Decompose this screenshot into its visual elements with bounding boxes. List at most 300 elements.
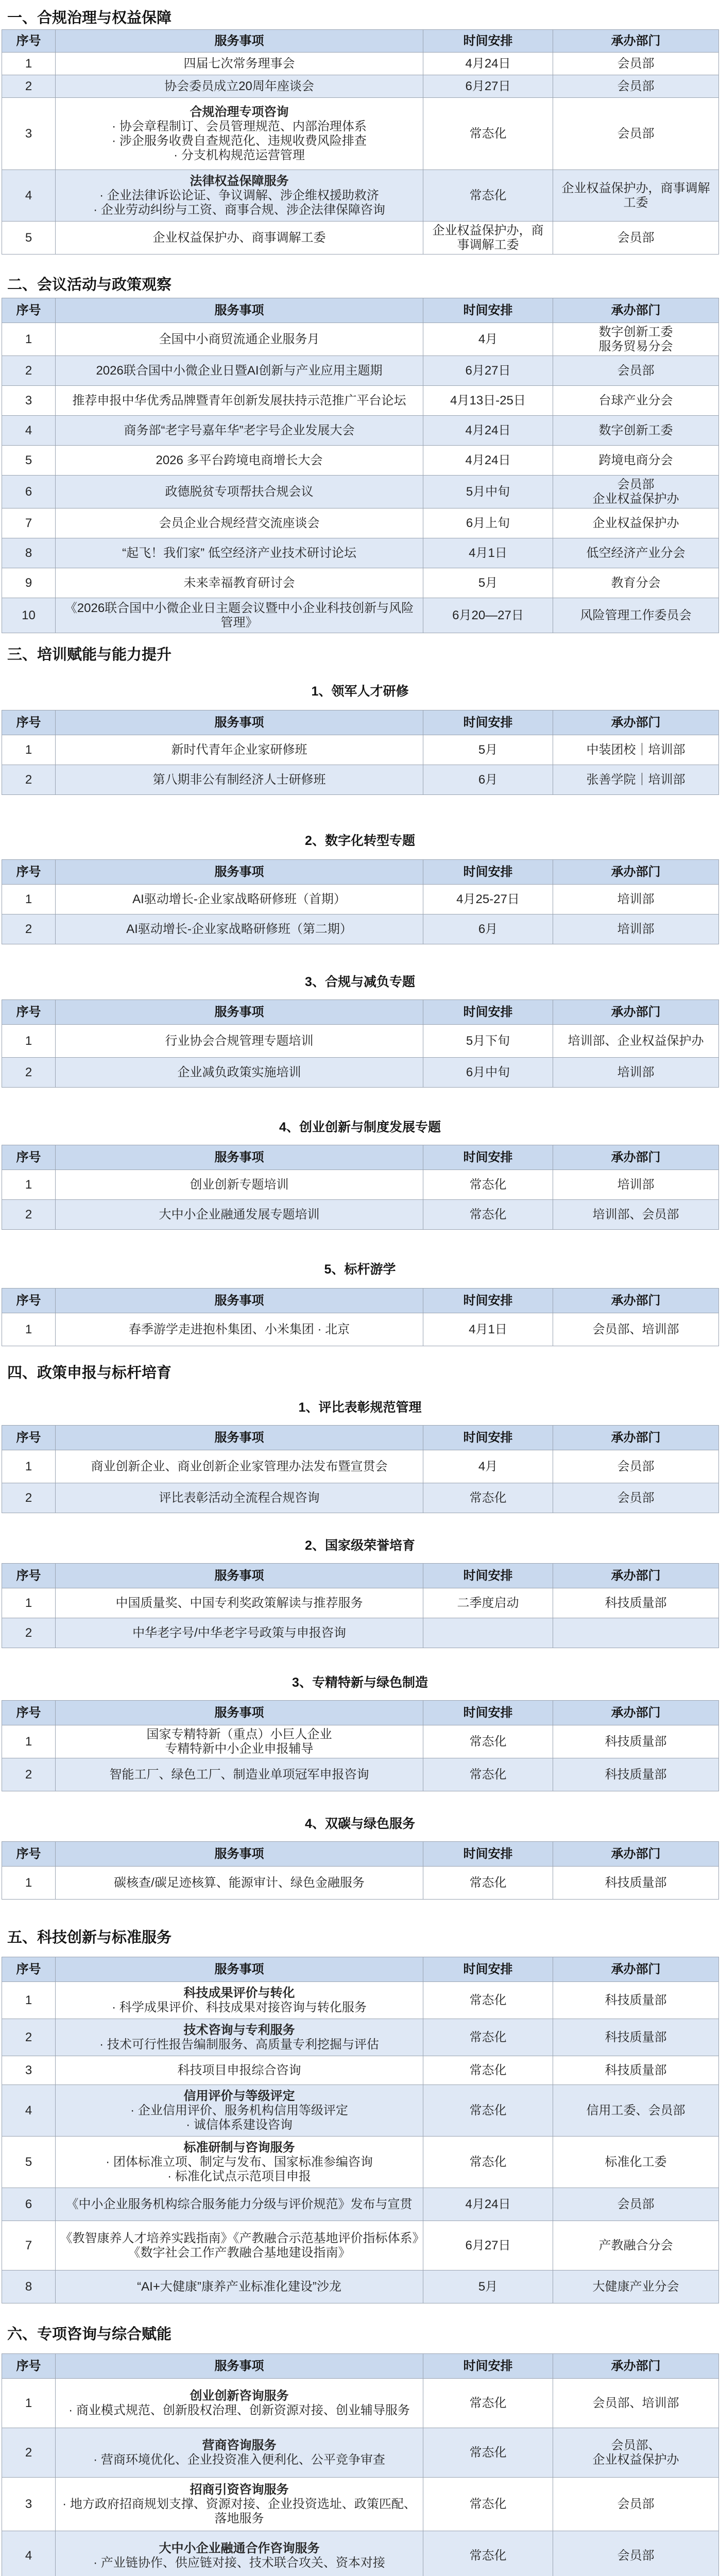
department-name: 中装团校｜培训部: [586, 742, 685, 757]
service-item-detail: · 技术可行性报告编制服务、高质量专利挖掘与评估: [99, 2037, 379, 2052]
department-name: 培训部: [617, 1065, 655, 1079]
service-item: [56, 1058, 423, 1088]
department-name: 会员部: [617, 2548, 655, 2563]
service-item-name: 评比表彰活动全流程合规咨询: [159, 1490, 320, 1505]
responsible-department: [553, 2221, 719, 2270]
table-header-row: [2, 1289, 719, 1313]
service-item: [56, 416, 423, 446]
time-schedule: 5月: [423, 2270, 553, 2303]
service-item-name: 科技成果评价与转化: [183, 1986, 295, 2000]
department-name: 科技质量部: [605, 1734, 667, 1749]
column-header-number: 序号: [2, 860, 56, 885]
time-schedule: 常态化: [423, 1867, 553, 1900]
service-item: [56, 1725, 423, 1758]
row-number: 7: [2, 509, 56, 538]
service-item-name: 招商引资咨询服务: [190, 2482, 289, 2497]
table-row: [2, 1313, 719, 1346]
responsible-department: [553, 416, 719, 446]
row-number: 2: [2, 765, 56, 795]
column-header-number: 序号: [2, 30, 56, 53]
time-schedule: 常态化: [423, 2428, 553, 2478]
department-name: 培训部、会员部: [592, 1207, 679, 1222]
responsible-department: [553, 885, 719, 914]
service-item-name: 春季游学走进抱朴集团、小米集团 · 北京: [128, 1322, 350, 1336]
section-title: 二、会议活动与政策观察: [7, 277, 172, 293]
service-item: [56, 2270, 423, 2303]
column-header-dept: 承办部门: [553, 1289, 719, 1313]
row-number: 2: [2, 1483, 56, 1513]
service-item: [56, 1200, 423, 1230]
service-item-name: AI驱动增长-企业家战略研修班（第二期）: [126, 922, 352, 936]
column-header-dept: 承办部门: [553, 860, 719, 885]
service-item: [56, 914, 423, 944]
responsible-department: [553, 75, 719, 98]
responsible-department: [553, 1725, 719, 1758]
section-title: 四、政策申报与标杆培育: [7, 1365, 172, 1381]
service-item: [56, 2221, 423, 2270]
row-number: 1: [2, 1450, 56, 1483]
department-name: 企业权益保护办: [592, 2452, 679, 2467]
service-item-name: “AI+大健康”康养产业标准化建设”沙龙: [137, 2279, 341, 2294]
table-row: [2, 446, 719, 476]
row-number: 3: [2, 2056, 56, 2085]
row-number: 2: [2, 2019, 56, 2056]
service-item: [56, 476, 423, 509]
table-row: [2, 53, 719, 75]
time-schedule: 6月: [423, 765, 553, 795]
service-item: [56, 53, 423, 75]
row-number: 3: [2, 2478, 56, 2531]
column-header-time: 时间安排: [423, 860, 553, 885]
department-name: 培训部: [617, 1177, 655, 1192]
service-item-name: 创业创新专题培训: [190, 1177, 289, 1192]
department-name: 科技质量部: [605, 2063, 667, 2077]
service-item-name: 技术咨询与专利服务: [183, 2023, 295, 2037]
time-schedule: 6月20—27日: [423, 598, 553, 633]
service-item: [56, 2478, 423, 2531]
responsible-department: [553, 1450, 719, 1483]
column-header-time: 时间安排: [423, 30, 553, 53]
column-header-time: 时间安排: [423, 710, 553, 735]
service-item-name: 行业协会合规管理专题培训: [165, 1033, 314, 1048]
service-item-name: 全国中小商贸流通企业服务月: [159, 332, 320, 346]
table-row: [2, 1867, 719, 1900]
department-name: 科技质量部: [605, 1993, 667, 2007]
row-number: 3: [2, 386, 56, 416]
section-title: 一、合规治理与权益保障: [7, 10, 172, 26]
department-name: 科技质量部: [605, 1767, 667, 1782]
service-item-detail: · 诚信体系建设咨询: [186, 2117, 293, 2132]
department-name: 会员部: [617, 230, 655, 245]
time-schedule: 常态化: [423, 1483, 553, 1513]
table-row: [2, 1200, 719, 1230]
time-schedule: 4月24日: [423, 53, 553, 75]
column-header-number: 序号: [2, 1289, 56, 1313]
column-header-number: 序号: [2, 1701, 56, 1725]
column-header-item: 服务事项: [56, 710, 423, 735]
time-schedule: 常态化: [423, 1170, 553, 1200]
responsible-department: [553, 356, 719, 386]
row-number: 6: [2, 2188, 56, 2221]
time-schedule: 常态化: [423, 2085, 553, 2137]
service-item: [56, 1982, 423, 2019]
row-number: 1: [2, 885, 56, 914]
service-item-detail: · 涉企服务收费自查规范化、违规收费风险排查: [112, 133, 367, 148]
department-name: 风险管理工作委员会: [580, 608, 692, 622]
responsible-department: [553, 323, 719, 356]
time-schedule: 常态化: [423, 98, 553, 170]
schedule-table: [2, 1288, 719, 1346]
row-number: 1: [2, 1588, 56, 1618]
service-item: [56, 538, 423, 568]
department-name: 企业权益保护办，商事调解工委: [561, 181, 710, 210]
column-header-dept: 承办部门: [553, 30, 719, 53]
time-schedule: 常态化: [423, 1200, 553, 1230]
column-header-dept: 承办部门: [553, 1842, 719, 1867]
schedule-table: [2, 859, 719, 944]
service-item: [56, 2056, 423, 2085]
responsible-department: [553, 2137, 719, 2188]
table-row: [2, 1725, 719, 1758]
table-row: [2, 323, 719, 356]
service-item: [56, 568, 423, 598]
column-header-dept: 承办部门: [553, 1426, 719, 1450]
table-row: [2, 914, 719, 944]
column-header-item: 服务事项: [56, 298, 423, 323]
section-title: 三、培训赋能与能力提升: [7, 647, 172, 663]
table-header-row: [2, 1564, 719, 1588]
service-item-name: 《中小企业服务机构综合服务能力分级与评价规范》发布与宣贯: [66, 2197, 413, 2211]
table-row: [2, 1982, 719, 2019]
department-name: 企业权益保护办: [592, 492, 679, 506]
department-name: 会员部、培训部: [592, 1322, 679, 1336]
row-number: 10: [2, 598, 56, 633]
table-row: [2, 170, 719, 222]
service-item: [56, 323, 423, 356]
subsection-title: 5、标杆游学: [324, 1262, 396, 1277]
column-header-item: 服务事项: [56, 860, 423, 885]
responsible-department: [553, 765, 719, 795]
table-row: [2, 2085, 719, 2137]
service-item-name: 标准研制与咨询服务: [183, 2140, 295, 2155]
schedule-table: [2, 1957, 719, 2303]
table-header-row: [2, 1145, 719, 1170]
table-header-row: [2, 1957, 719, 1982]
responsible-department: [553, 170, 719, 222]
responsible-department: [553, 2188, 719, 2221]
row-number: 2: [2, 75, 56, 98]
table-row: [2, 509, 719, 538]
department-name: 培训部: [617, 922, 655, 936]
responsible-department: [553, 914, 719, 944]
service-item-name: “起飞！我们家” 低空经济产业技术研讨论坛: [122, 546, 356, 560]
section-title: 五、科技创新与标准服务: [7, 1929, 172, 1946]
table-header-row: [2, 298, 719, 323]
schedule-table: [2, 2353, 719, 2576]
column-header-number: 序号: [2, 1000, 56, 1025]
table-row: [2, 2428, 719, 2478]
time-schedule: 4月24日: [423, 2188, 553, 2221]
table-row: [2, 2379, 719, 2428]
table-row: [2, 598, 719, 633]
service-item-detail: · 企业法律诉讼论证、争议调解、涉企维权援助救济: [99, 188, 379, 202]
column-header-time: 时间安排: [423, 1957, 553, 1982]
table-row: [2, 2137, 719, 2188]
time-schedule: 4月1日: [423, 1313, 553, 1346]
service-item: [56, 2531, 423, 2576]
service-item: [56, 2428, 423, 2478]
department-name: 张善学院｜培训部: [586, 772, 685, 787]
table-header-row: [2, 1426, 719, 1450]
responsible-department: [553, 568, 719, 598]
service-item-detail: · 商业模式规范、创新股权治理、创新资源对接、创业辅导服务: [68, 2403, 410, 2417]
service-item-name: 企业权益保护办、商事调解工委: [152, 230, 326, 245]
row-number: 8: [2, 2270, 56, 2303]
service-item-name: 信用评价与等级评定: [183, 2089, 295, 2103]
department-name: 企业权益保护办: [592, 516, 679, 530]
department-name: 标准化工委: [605, 2155, 667, 2169]
table-row: [2, 1450, 719, 1483]
service-item-detail: · 地方政府招商规划支撑、资源对接、企业投资选址、政策匹配、落地服务: [62, 2497, 416, 2526]
column-header-time: 时间安排: [423, 2354, 553, 2379]
service-item-name: 碳核查/碳足迹核算、能源审计、绿色金融服务: [114, 1875, 365, 1890]
table-row: [2, 1025, 719, 1058]
schedule-table: [2, 1700, 719, 1791]
responsible-department: [553, 598, 719, 633]
row-number: 2: [2, 1618, 56, 1648]
service-item: [56, 356, 423, 386]
department-name: 低空经济产业分会: [586, 546, 685, 560]
time-schedule: 常态化: [423, 1758, 553, 1791]
column-header-item: 服务事项: [56, 30, 423, 53]
service-item-name: 大中小企业融通合作咨询服务: [159, 2541, 320, 2555]
department-name: 会员部: [617, 56, 655, 71]
time-schedule: 5月中旬: [423, 476, 553, 509]
column-header-number: 序号: [2, 2354, 56, 2379]
responsible-department: [553, 538, 719, 568]
table-row: [2, 765, 719, 795]
row-number: 1: [2, 1170, 56, 1200]
table-row: [2, 2019, 719, 2056]
table-row: [2, 98, 719, 170]
column-header-item: 服务事项: [56, 1957, 423, 1982]
responsible-department: [553, 1170, 719, 1200]
time-schedule: 常态化: [423, 1982, 553, 2019]
responsible-department: [553, 509, 719, 538]
service-item-detail: · 团体标准立项、制定与发布、国家标准参编咨询: [106, 2155, 373, 2169]
time-schedule: 4月24日: [423, 446, 553, 476]
subsection-title: 3、合规与减负专题: [305, 975, 415, 989]
time-schedule: 二季度启动: [423, 1588, 553, 1618]
table-row: [2, 2221, 719, 2270]
time-schedule: 常态化: [423, 2531, 553, 2576]
table-row: [2, 538, 719, 568]
column-header-number: 序号: [2, 1842, 56, 1867]
row-number: 9: [2, 568, 56, 598]
service-item-name: 大中小企业融通发展专题培训: [159, 1207, 320, 1222]
column-header-time: 时间安排: [423, 1842, 553, 1867]
column-header-time: 时间安排: [423, 298, 553, 323]
responsible-department: [553, 1867, 719, 1900]
service-item-name: 商务部“老字号嘉年华”老字号企业发展大会: [124, 423, 355, 437]
table-header-row: [2, 2354, 719, 2379]
column-header-number: 序号: [2, 1145, 56, 1170]
department-name: 会员部: [617, 126, 655, 141]
service-item-detail: · 企业劳动纠纷与工资、商事合规、涉企法律保障咨询: [93, 202, 385, 217]
service-item: [56, 2188, 423, 2221]
table-row: [2, 735, 719, 765]
column-header-item: 服务事项: [56, 1842, 423, 1867]
service-item-name: 法律权益保障服务: [190, 174, 289, 188]
table-row: [2, 1618, 719, 1648]
service-item-name: 国家专精特新（重点）小巨人企业: [146, 1727, 332, 1741]
row-number: 5: [2, 2137, 56, 2188]
time-schedule: 4月25-27日: [423, 885, 553, 914]
service-item: [56, 2137, 423, 2188]
table-row: [2, 1483, 719, 1513]
department-name: 数字创新工委: [598, 325, 673, 339]
service-item-name: 新时代青年企业家研修班: [171, 742, 307, 757]
time-schedule: 6月上旬: [423, 509, 553, 538]
service-item-name: 政德脱贫专项帮扶合规会议: [165, 484, 314, 499]
service-item-name: 智能工厂、绿色工厂、制造业单项冠军申报咨询: [109, 1767, 369, 1782]
row-number: 6: [2, 476, 56, 509]
column-header-dept: 承办部门: [553, 1957, 719, 1982]
service-item-name: 推荐申报中华优秀品牌暨青年创新发展扶持示范推广平台论坛: [72, 393, 406, 408]
responsible-department: [553, 2056, 719, 2085]
row-number: 3: [2, 98, 56, 170]
responsible-department: [553, 53, 719, 75]
service-item: [56, 1867, 423, 1900]
responsible-department: [553, 1758, 719, 1791]
table-header-row: [2, 710, 719, 735]
service-item-detail: · 企业信用评价、服务机构信用等级评定: [130, 2103, 348, 2117]
department-name: 台球产业分会: [598, 393, 673, 408]
department-name: 教育分会: [611, 575, 661, 590]
responsible-department: [553, 1483, 719, 1513]
responsible-department: [553, 1025, 719, 1058]
column-header-item: 服务事项: [56, 1000, 423, 1025]
table-header-row: [2, 1842, 719, 1867]
responsible-department: [553, 2270, 719, 2303]
department-name: 数字创新工委: [598, 423, 673, 437]
table-row: [2, 386, 719, 416]
column-header-dept: 承办部门: [553, 1145, 719, 1170]
service-item: [56, 2085, 423, 2137]
table-row: [2, 2188, 719, 2221]
row-number: 7: [2, 2221, 56, 2270]
responsible-department: [553, 222, 719, 255]
table-row: [2, 356, 719, 386]
service-item-name: AI驱动增长-企业家战略研修班（首期）: [132, 892, 346, 906]
responsible-department: [553, 735, 719, 765]
subsection-title: 2、数字化转型专题: [305, 834, 415, 848]
schedule-table: [2, 1145, 719, 1230]
department-name: 跨境电商分会: [598, 453, 673, 467]
column-header-item: 服务事项: [56, 1564, 423, 1588]
responsible-department: [553, 1618, 719, 1648]
column-header-time: 时间安排: [423, 1701, 553, 1725]
service-item: [56, 75, 423, 98]
department-name: 产教融合分会: [598, 2238, 673, 2252]
time-schedule: 5月: [423, 735, 553, 765]
department-name: 科技质量部: [605, 1596, 667, 1610]
schedule-table: [2, 999, 719, 1088]
time-schedule: 常态化: [423, 2137, 553, 2188]
table-row: [2, 1588, 719, 1618]
column-header-time: 时间安排: [423, 1426, 553, 1450]
schedule-table: [2, 298, 719, 633]
time-schedule: 6月27日: [423, 75, 553, 98]
table-row: [2, 2270, 719, 2303]
service-item: [56, 1483, 423, 1513]
service-item-name: 科技项目申报综合咨询: [177, 2063, 301, 2077]
time-schedule: 4月: [423, 323, 553, 356]
row-number: 4: [2, 2085, 56, 2137]
column-header-dept: 承办部门: [553, 1000, 719, 1025]
time-schedule: 5月: [423, 568, 553, 598]
schedule-table: [2, 1563, 719, 1648]
subsection-title: 4、双碳与绿色服务: [305, 1817, 415, 1831]
service-item-name: 商业创新企业、商业创新企业家管理办法发布暨宣贯会: [91, 1459, 388, 1473]
time-schedule: 常态化: [423, 170, 553, 222]
service-item: [56, 885, 423, 914]
column-header-time: 时间安排: [423, 1000, 553, 1025]
table-header-row: [2, 1000, 719, 1025]
row-number: 1: [2, 1982, 56, 2019]
service-item-detail: · 科学成果评价、科技成果对接咨询与转化服务: [112, 2000, 367, 2014]
row-number: 1: [2, 735, 56, 765]
table-row: [2, 476, 719, 509]
responsible-department: [553, 1313, 719, 1346]
service-item: [56, 1170, 423, 1200]
column-header-time: 时间安排: [423, 1145, 553, 1170]
table-header-row: [2, 1701, 719, 1725]
section-title: 六、专项咨询与综合赋能: [7, 2326, 172, 2343]
responsible-department: [553, 2531, 719, 2576]
responsible-department: [553, 446, 719, 476]
row-number: 1: [2, 323, 56, 356]
service-item-detail: · 分支机构规范运营管理: [174, 148, 305, 162]
service-item: [56, 1450, 423, 1483]
service-item-name: 未来幸福教育研讨会: [183, 575, 295, 590]
department-name: 会员部: [617, 79, 655, 93]
responsible-department: [553, 476, 719, 509]
time-schedule: [423, 1618, 553, 1648]
service-item-name: 2026 多平台跨境电商增长大会: [156, 453, 323, 467]
column-header-number: 序号: [2, 298, 56, 323]
responsible-department: [553, 2379, 719, 2428]
row-number: 4: [2, 170, 56, 222]
service-item-name: 营商咨询服务: [202, 2438, 277, 2452]
service-item: [56, 446, 423, 476]
column-header-dept: 承办部门: [553, 2354, 719, 2379]
service-item-name: 《2026联合国中小微企业日主题会议暨中小企业科技创新与风险管理》: [64, 601, 414, 630]
row-number: 2: [2, 2428, 56, 2478]
service-item-detail: · 标准化试点示范项目申报: [167, 2169, 311, 2183]
table-row: [2, 75, 719, 98]
column-header-time: 时间安排: [423, 1564, 553, 1588]
responsible-department: [553, 2478, 719, 2531]
table-row: [2, 2478, 719, 2531]
responsible-department: [553, 1058, 719, 1088]
time-schedule: 6月27日: [423, 356, 553, 386]
service-item: [56, 509, 423, 538]
service-item-detail: · 营商环境优化、企业投资准入便利化、公平竞争审查: [93, 2452, 385, 2467]
table-row: [2, 2531, 719, 2576]
service-item-name: 2026联合国中小微企业日暨AI创新与产业应用主题期: [96, 363, 383, 378]
department-name: 会员部: [617, 1459, 655, 1473]
